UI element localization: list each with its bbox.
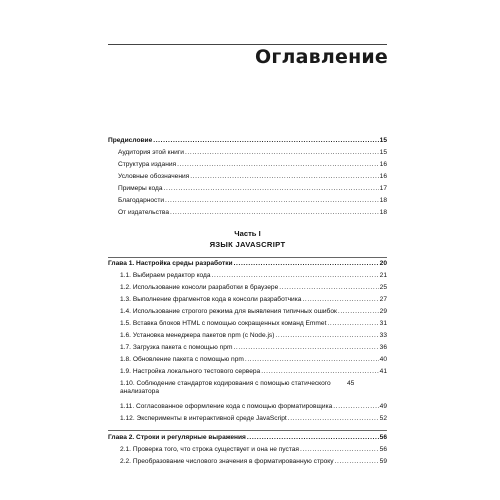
leader-dots (177, 161, 379, 169)
leader-dots (164, 185, 379, 193)
leader-dots (333, 403, 378, 411)
toc-entry-preface[interactable] (108, 137, 387, 145)
toc-entry-title: Примеры кода (118, 185, 163, 192)
toc-entry[interactable] (118, 185, 387, 193)
toc-section[interactable] (120, 415, 387, 423)
toc-entry-page: 41 (379, 368, 387, 375)
toc-section[interactable] (120, 356, 387, 364)
toc-section[interactable] (120, 296, 387, 304)
toc-section[interactable] (120, 284, 387, 292)
toc-section[interactable] (120, 458, 387, 466)
toc-entry-title: 1.11. Согласованное оформление кода с помощью форматировщика (120, 403, 333, 410)
toc-entry-page: 21 (379, 272, 387, 279)
toc-entry-title: Глава 1. Настройка среды разработки (108, 260, 233, 267)
leader-dots (212, 272, 379, 280)
toc-entry-title: От издательства (118, 209, 170, 216)
toc-entry-title: Глава 2. Строки и регулярные выражения (108, 434, 246, 441)
toc-entry-title: 1.2. Использование консоли разработки в браузере (120, 284, 279, 291)
toc-entry-page: 49 (379, 403, 387, 410)
toc-entry-page: 18 (379, 209, 387, 216)
toc-entry-page: 56 (379, 434, 387, 441)
toc-section[interactable] (120, 446, 387, 454)
toc-entry-page: 29 (379, 308, 387, 315)
toc-entry[interactable] (118, 209, 387, 217)
leader-dots (247, 434, 379, 442)
toc-entry-title: Аудитория этой книги (118, 149, 184, 156)
toc-entry-page: 40 (379, 356, 387, 363)
section-divider (108, 257, 387, 258)
toc-section[interactable] (120, 320, 387, 328)
toc-section[interactable] (120, 368, 387, 376)
leader-dots (327, 320, 378, 328)
toc-chapter-1[interactable] (108, 260, 387, 268)
leader-dots (300, 446, 379, 454)
toc-entry-title: 1.4. Использование строгого режима для выявления типичных ошибок (120, 308, 337, 315)
leader-dots (338, 308, 379, 316)
toc-entry-page: 31 (379, 320, 387, 327)
leader-dots (170, 209, 379, 217)
toc-entry[interactable] (118, 161, 387, 169)
leader-dots (335, 458, 379, 466)
toc-entry-page: 15 (379, 149, 387, 156)
toc-section[interactable] (120, 308, 387, 316)
part-label: Часть I (234, 229, 261, 238)
toc-entry-title: 1.7. Загрузка пакета с помощью npm (120, 344, 233, 351)
toc-entry-page: 18 (379, 197, 387, 204)
toc-section[interactable] (120, 332, 387, 340)
toc-entry-title: Структура издания (118, 161, 177, 168)
toc-entry-title: 2.1. Проверка того, что строка существует и она не пустая (120, 446, 300, 453)
toc-entry[interactable] (118, 149, 387, 157)
toc-entry-title: Благодарности (118, 197, 165, 204)
leader-dots (165, 197, 379, 205)
toc-entry-page: 16 (379, 173, 387, 180)
toc-entry-title: 1.8. Обновление пакета с помощью npm (120, 356, 244, 363)
toc-section[interactable] (120, 403, 387, 411)
toc-entry-page: 27 (379, 296, 387, 303)
leader-dots (275, 332, 378, 340)
toc-entry-page: 20 (379, 260, 387, 267)
toc-entry-title: 1.1. Выбираем редактор кода (120, 272, 211, 279)
leader-dots (261, 368, 378, 376)
leader-dots (245, 356, 379, 364)
toc-section[interactable] (120, 272, 387, 280)
leader-dots (153, 137, 378, 145)
toc-entry-title: 1.5. Вставка блоков HTML с помощью сокращенных команд Emmet (120, 320, 327, 327)
leader-dots (190, 173, 378, 181)
toc-entry-page: 33 (379, 332, 387, 339)
toc-chapter-2[interactable] (108, 434, 387, 442)
toc-entry-page: 59 (379, 458, 387, 465)
toc-entry-page: 56 (379, 446, 387, 453)
leader-dots (234, 260, 379, 268)
page-title: Оглавление (255, 46, 388, 68)
toc-entry-title: 1.6. Установка менеджера пакетов npm (с Node.js) (120, 332, 275, 339)
toc-entry-page: 15 (379, 137, 387, 144)
toc-entry-page: 16 (379, 161, 387, 168)
toc-entry-title: 1.9. Настройка локального тестового сервера (120, 368, 261, 375)
toc-entry-page: 17 (379, 185, 387, 192)
leader-dots (302, 296, 378, 304)
toc-section[interactable] (120, 380, 387, 396)
toc-entry-page: 52 (379, 415, 387, 422)
toc-entry-page: 25 (379, 284, 387, 291)
toc-entry-title: Предисловие (108, 137, 153, 144)
toc-section[interactable] (120, 344, 387, 352)
part-title: ЯЗЫК JAVASCRIPT (209, 240, 286, 249)
toc-entry-title: 1.10. Соблюдение стандартов кодирования с помощью статического анализатора (120, 380, 331, 395)
toc-entry[interactable] (118, 197, 387, 205)
toc-entry-title: 2.2. Преобразование числового значения в форматированную строку (120, 458, 334, 465)
toc-entry-title: 1.12. Эксперименты в интерактивной среде JavaScript (120, 415, 287, 422)
toc-entry-page: 45 (347, 380, 355, 387)
toc-entry[interactable] (118, 173, 387, 181)
top-rule (108, 44, 387, 45)
toc-entry-title: 1.3. Выполнение фрагментов кода в консоли разработчика (120, 296, 302, 303)
leader-dots (279, 284, 378, 292)
leader-dots (233, 344, 378, 352)
leader-dots (288, 415, 379, 423)
leader-dots (185, 149, 379, 157)
section-divider (108, 430, 387, 431)
toc-entry-title: Условные обозначения (118, 173, 190, 180)
toc-entry-page: 36 (379, 344, 387, 351)
